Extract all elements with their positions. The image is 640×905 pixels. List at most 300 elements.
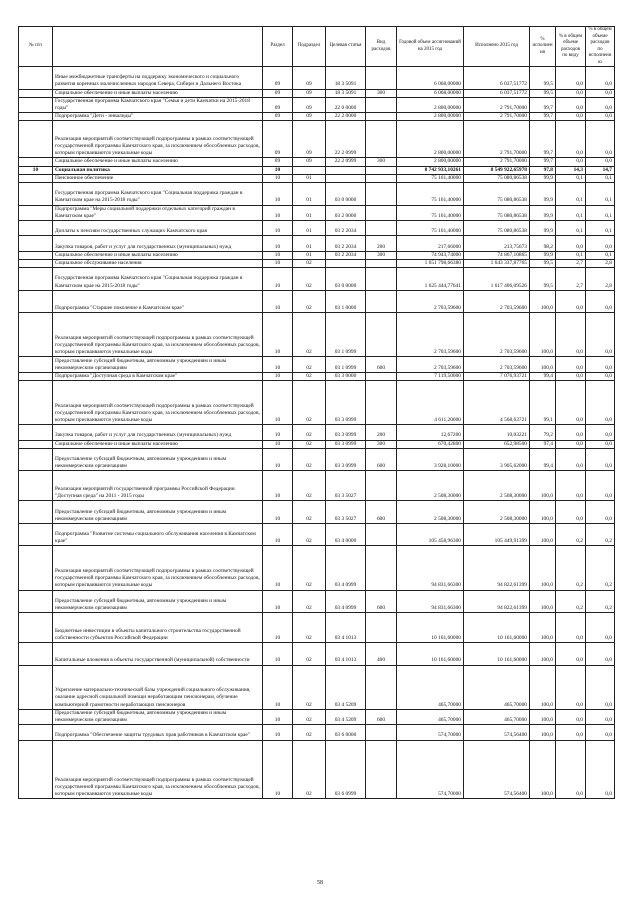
- header-share-2: % в общем объеме расходов по исполнению: [586, 27, 615, 67]
- cell-razdel: 10: [263, 357, 293, 372]
- cell-razdel: 10: [263, 590, 293, 613]
- cell-razdel: 10: [263, 268, 293, 291]
- cell-tselevaya: 22 2 0999: [326, 158, 366, 166]
- cell-pct: 100,0: [530, 501, 556, 524]
- cell-num: [19, 381, 53, 425]
- cell-tselevaya: 03 6 0000: [326, 725, 366, 740]
- cell-tselevaya: 03 2 2034: [326, 220, 366, 235]
- cell-podrazdel: 01: [293, 182, 326, 205]
- cell-share-1: 0,0: [556, 381, 586, 425]
- table-row: [19, 205, 615, 220]
- cell-podrazdel: 02: [293, 613, 326, 643]
- table-row: [19, 372, 615, 380]
- cell-razdel: 09: [263, 97, 293, 112]
- cell-share-2: 14,7: [586, 166, 615, 174]
- cell-tselevaya: 22 0 0000: [326, 97, 366, 112]
- table-body: [19, 67, 615, 799]
- cell-num: [19, 89, 53, 97]
- cell-name: Бюджетные инвестиции в объекты капитального строительства государственной собственности субъектов Российской Федерации: [53, 613, 263, 643]
- cell-share-1: 0,1: [556, 220, 586, 235]
- cell-share-1: 2,7: [556, 268, 586, 291]
- cell-podrazdel: 02: [293, 372, 326, 380]
- table-row: [19, 67, 615, 90]
- cell-share-2: 0,0: [586, 448, 615, 471]
- cell-podrazdel: 01: [293, 205, 326, 220]
- cell-vid: [366, 665, 397, 709]
- cell-vid: [366, 259, 397, 267]
- cell-vid: 300: [366, 89, 397, 97]
- cell-fact: 1 643 337,87765: [464, 259, 530, 267]
- cell-razdel: 10: [263, 709, 293, 724]
- cell-share-2: 0,0: [586, 357, 615, 372]
- cell-name: Предоставление субсидий бюджетным, автономным учреждениям и иным некоммерческим организациям: [53, 448, 263, 471]
- cell-num: [19, 205, 53, 220]
- cell-pct: 99,9: [530, 251, 556, 259]
- cell-podrazdel: 02: [293, 590, 326, 613]
- cell-fact: 94 822,61399: [464, 546, 530, 590]
- cell-share-1: 0,0: [556, 425, 586, 440]
- cell-share-1: 0,0: [556, 725, 586, 740]
- cell-share-2: 0,0: [586, 313, 615, 357]
- cell-podrazdel: 02: [293, 501, 326, 524]
- cell-razdel: 10: [263, 613, 293, 643]
- cell-vid: 600: [366, 448, 397, 471]
- cell-pct: 99,7: [530, 97, 556, 112]
- cell-tselevaya: 03 1 0000: [326, 290, 366, 313]
- cell-razdel: 10: [263, 471, 293, 501]
- cell-podrazdel: 09: [293, 97, 326, 112]
- cell-fact: 10,03221: [464, 425, 530, 440]
- cell-razdel: 10: [263, 381, 293, 425]
- cell-share-2: 0,0: [586, 158, 615, 166]
- cell-plan: 75 161,40000: [397, 174, 464, 182]
- cell-podrazdel: 02: [293, 471, 326, 501]
- cell-vid: [366, 67, 397, 90]
- cell-tselevaya: 03 1 0999: [326, 313, 366, 357]
- cell-pct: 100,0: [530, 709, 556, 724]
- cell-pct: 100,0: [530, 313, 556, 357]
- cell-podrazdel: 02: [293, 259, 326, 267]
- cell-num: [19, 236, 53, 251]
- cell-share-2: 2,8: [586, 259, 615, 267]
- cell-name: Предоставление субсидий бюджетным, автономным учреждениям и иным некоммерческим организациям: [53, 501, 263, 524]
- cell-tselevaya: [326, 174, 366, 182]
- cell-share-1: 0,1: [556, 174, 586, 182]
- cell-fact: 2 791,70000: [464, 113, 530, 121]
- cell-tselevaya: 03 3 0999: [326, 448, 366, 471]
- cell-podrazdel: 01: [293, 236, 326, 251]
- table-row: [19, 220, 615, 235]
- cell-share-1: 0,0: [556, 113, 586, 121]
- cell-plan: 465,70000: [397, 665, 464, 709]
- cell-razdel: 10: [263, 313, 293, 357]
- cell-pct: 99,7: [530, 113, 556, 121]
- table-row: [19, 357, 615, 372]
- cell-plan: 574,70000: [397, 740, 464, 799]
- cell-share-1: 0,0: [556, 89, 586, 97]
- cell-name: Государственная программа Камчатского края "Социальная поддержка граждан в Камчатском крае на 2015-2018 годы": [53, 268, 263, 291]
- cell-num: [19, 268, 53, 291]
- cell-name: Социальное обеспечение и иные выплаты населению: [53, 440, 263, 448]
- cell-tselevaya: 03 3 0999: [326, 440, 366, 448]
- cell-share-1: 0,2: [556, 523, 586, 546]
- table-row: [19, 740, 615, 799]
- cell-share-1: 0,0: [556, 67, 586, 90]
- cell-tselevaya: 03 3 5027: [326, 471, 366, 501]
- cell-fact: 652,98500: [464, 440, 530, 448]
- cell-fact: 75 080,86538: [464, 205, 530, 220]
- cell-name: Иные межбюджетные трансферты на поддержку экономического и социального развития коренных малочисленных народов Севера, Сибири и Дальнего Востока: [53, 67, 263, 90]
- cell-name: Подпрограмма "Старшее поколение в Камчатском крае": [53, 290, 263, 313]
- cell-vid: 600: [366, 709, 397, 724]
- cell-razdel: 09: [263, 113, 293, 121]
- cell-name: Укрепление материально-технической базы учреждений социального обслуживания, оказание адресной социальной помощи неработающим пенсионерам, обучение компьютерной грамотности неработающих пенсионеров: [53, 665, 263, 709]
- cell-podrazdel: 09: [293, 121, 326, 158]
- cell-plan: 1 625 444,77641: [397, 268, 464, 291]
- table-row: [19, 471, 615, 501]
- cell-razdel: 09: [263, 158, 293, 166]
- cell-podrazdel: 02: [293, 725, 326, 740]
- cell-fact: 75 080,86538: [464, 220, 530, 235]
- cell-plan: 2 703,59600: [397, 313, 464, 357]
- cell-vid: [366, 290, 397, 313]
- cell-num: [19, 372, 53, 380]
- cell-vid: 300: [366, 251, 397, 259]
- cell-name: Реализация мероприятий соответствующей подпрограммы в рамках соответствующей государственной программы Камчатского края, за исключением обособленных расходов, которым присваиваются уникальные коды: [53, 121, 263, 158]
- cell-fact: 3 905,62000: [464, 448, 530, 471]
- cell-name: Реализация мероприятий соответствующей подпрограммы в рамках соответствующей государственной программы Камчатского края, за исключением обособленных расходов, которым присваиваются уникальные коды: [53, 740, 263, 799]
- cell-name: Подпрограмма "Развитие системы социального обслуживания населения в Камчатском крае": [53, 523, 263, 546]
- cell-share-2: 0,0: [586, 642, 615, 665]
- cell-share-1: 0,0: [556, 158, 586, 166]
- table-row: [19, 89, 615, 97]
- cell-podrazdel: 02: [293, 709, 326, 724]
- cell-pct: 99,9: [530, 182, 556, 205]
- cell-num: [19, 182, 53, 205]
- cell-share-1: 0,0: [556, 709, 586, 724]
- cell-vid: [366, 97, 397, 112]
- cell-tselevaya: 03 2 0000: [326, 205, 366, 220]
- cell-podrazdel: 02: [293, 313, 326, 357]
- cell-plan: 3 928,10000: [397, 448, 464, 471]
- cell-num: [19, 121, 53, 158]
- table-row: [19, 290, 615, 313]
- cell-vid: [366, 121, 397, 158]
- cell-vid: [366, 113, 397, 121]
- table-row: [19, 642, 615, 665]
- cell-plan: 2 703,59600: [397, 357, 464, 372]
- cell-fact: 75 080,86538: [464, 182, 530, 205]
- cell-pct: 79,2: [530, 425, 556, 440]
- cell-podrazdel: 09: [293, 89, 326, 97]
- cell-num: [19, 725, 53, 740]
- cell-tselevaya: 22 2 0999: [326, 121, 366, 158]
- cell-share-1: 0,1: [556, 251, 586, 259]
- page-number: 58: [317, 880, 323, 886]
- cell-plan: 574,70000: [397, 725, 464, 740]
- header-share-1: % в общем объеме расходов по виду: [556, 27, 586, 67]
- cell-plan: 1 651 798,66380: [397, 259, 464, 267]
- cell-num: 10: [19, 166, 53, 174]
- cell-pct: 99,5: [530, 89, 556, 97]
- header-tselevaya: Целевая статья: [326, 27, 366, 67]
- cell-razdel: 10: [263, 205, 293, 220]
- cell-num: [19, 259, 53, 267]
- cell-podrazdel: 02: [293, 740, 326, 799]
- cell-pct: 99,9: [530, 220, 556, 235]
- cell-num: [19, 440, 53, 448]
- cell-podrazdel: 02: [293, 665, 326, 709]
- cell-pct: 100,0: [530, 546, 556, 590]
- cell-share-1: 0,0: [556, 448, 586, 471]
- cell-plan: 217,66000: [397, 236, 464, 251]
- cell-plan: 75 161,40000: [397, 182, 464, 205]
- cell-pct: 100,0: [530, 642, 556, 665]
- cell-name: Государственная программа Камчатского края "Социальная поддержка граждан в Камчатском крае на 2015-2018 годы": [53, 182, 263, 205]
- cell-share-2: 0,0: [586, 113, 615, 121]
- cell-share-1: 0,0: [556, 642, 586, 665]
- header-razdel: Раздел: [263, 27, 293, 67]
- table-row: [19, 501, 615, 524]
- table-row: [19, 251, 615, 259]
- cell-share-2: 0,1: [586, 205, 615, 220]
- header-vid: Вид расходов: [366, 27, 397, 67]
- cell-plan: 2 508,30000: [397, 501, 464, 524]
- cell-tselevaya: 22 2 0000: [326, 113, 366, 121]
- cell-name: Социальная политика: [53, 166, 263, 174]
- cell-razdel: 09: [263, 89, 293, 97]
- cell-share-2: 0,0: [586, 290, 615, 313]
- table-row: [19, 121, 615, 158]
- cell-vid: [366, 471, 397, 501]
- cell-podrazdel: 02: [293, 642, 326, 665]
- cell-share-2: 0,0: [586, 236, 615, 251]
- cell-podrazdel: 02: [293, 546, 326, 590]
- cell-razdel: 10: [263, 182, 293, 205]
- cell-vid: [366, 268, 397, 291]
- table-row: [19, 381, 615, 425]
- cell-pct: 97,8: [530, 166, 556, 174]
- table-row: [19, 259, 615, 267]
- cell-share-2: 0,0: [586, 725, 615, 740]
- table-row: [19, 440, 615, 448]
- cell-name: Реализация мероприятий соответствующей подпрограммы в рамках соответствующей государственной программы Камчатского края, за исключением обособленных расходов, которым присваиваются уникальные коды: [53, 546, 263, 590]
- cell-name: Предоставление субсидий бюджетным, автономным учреждениям и иным некоммерческим организациям: [53, 709, 263, 724]
- table-row: [19, 174, 615, 182]
- cell-name: Предоставление субсидий бюджетным, автономным учреждениям и иным некоммерческим организациям: [53, 590, 263, 613]
- table-row: [19, 113, 615, 121]
- cell-share-2: 0,2: [586, 546, 615, 590]
- table-row: [19, 613, 615, 643]
- header-fact: Исполнено 2015 год: [464, 27, 530, 67]
- table-row: [19, 523, 615, 546]
- cell-share-2: 0,2: [586, 590, 615, 613]
- cell-plan: 75 161,40000: [397, 220, 464, 235]
- cell-pct: 98,2: [530, 236, 556, 251]
- cell-name: Реализация мероприятий соответствующей подпрограммы в рамках соответствующей государственной программы Камчатского края, за исключением обособленных расходов, которым присваиваются уникальные коды: [53, 381, 263, 425]
- cell-share-1: 0,0: [556, 121, 586, 158]
- cell-fact: 10 161,60000: [464, 613, 530, 643]
- table-row: [19, 425, 615, 440]
- cell-share-2: 0,0: [586, 381, 615, 425]
- cell-razdel: 10: [263, 501, 293, 524]
- cell-vid: 400: [366, 642, 397, 665]
- cell-pct: 99,1: [530, 381, 556, 425]
- cell-plan: 8 742 933,10261: [397, 166, 464, 174]
- cell-plan: 10 161,60000: [397, 642, 464, 665]
- cell-plan: 465,70000: [397, 709, 464, 724]
- cell-vid: 200: [366, 425, 397, 440]
- cell-pct: 100,0: [530, 740, 556, 799]
- cell-num: [19, 665, 53, 709]
- cell-vid: [366, 220, 397, 235]
- cell-fact: 2 791,70000: [464, 158, 530, 166]
- cell-tselevaya: 03 4 0999: [326, 546, 366, 590]
- cell-share-2: 0,0: [586, 613, 615, 643]
- cell-plan: 2 800,00000: [397, 158, 464, 166]
- cell-razdel: 10: [263, 546, 293, 590]
- header-name: [53, 27, 263, 67]
- cell-vid: [366, 725, 397, 740]
- cell-podrazdel: 02: [293, 268, 326, 291]
- cell-razdel: 10: [263, 259, 293, 267]
- cell-vid: [366, 205, 397, 220]
- cell-share-1: 0,0: [556, 236, 586, 251]
- cell-plan: 6 068,00000: [397, 67, 464, 90]
- cell-plan: 10 161,60000: [397, 613, 464, 643]
- cell-fact: 1 617 406,09526: [464, 268, 530, 291]
- cell-pct: 99,5: [530, 259, 556, 267]
- cell-share-2: 0,1: [586, 251, 615, 259]
- cell-name: Реализация мероприятий соответствующей подпрограммы в рамках соответствующей государственной программы Камчатского края, за исключением обособленных расходов, которым присваиваются уникальные коды: [53, 313, 263, 357]
- cell-name: Социальное обеспечение и иные выплаты населению: [53, 251, 263, 259]
- cell-razdel: 10: [263, 290, 293, 313]
- cell-plan: 2 703,59600: [397, 290, 464, 313]
- cell-vid: 600: [366, 590, 397, 613]
- cell-share-2: 0,0: [586, 372, 615, 380]
- cell-plan: 2 800,00000: [397, 121, 464, 158]
- cell-pct: 100,0: [530, 613, 556, 643]
- cell-pct: 100,0: [530, 357, 556, 372]
- cell-share-2: 0,0: [586, 501, 615, 524]
- cell-tselevaya: 03 2 2034: [326, 251, 366, 259]
- cell-num: [19, 448, 53, 471]
- table-row: [19, 665, 615, 709]
- cell-share-2: 0,0: [586, 97, 615, 112]
- cell-name: Социальное обеспечение и иные выплаты населению: [53, 158, 263, 166]
- cell-num: [19, 357, 53, 372]
- cell-fact: 10 161,60000: [464, 642, 530, 665]
- cell-plan: 94 831,66300: [397, 590, 464, 613]
- cell-name: Социальное обслуживание населения: [53, 259, 263, 267]
- cell-vid: [366, 182, 397, 205]
- cell-razdel: 10: [263, 220, 293, 235]
- header-plan: Годовой объем ассигнований на 2015 год: [397, 27, 464, 67]
- cell-pct: 100,0: [530, 471, 556, 501]
- cell-fact: 8 549 922,65978: [464, 166, 530, 174]
- cell-num: [19, 740, 53, 799]
- cell-num: [19, 113, 53, 121]
- cell-tselevaya: 03 4 5209: [326, 665, 366, 709]
- table-header-row: [19, 27, 615, 67]
- cell-share-1: 0,2: [556, 546, 586, 590]
- cell-razdel: 10: [263, 425, 293, 440]
- cell-share-1: 0,0: [556, 613, 586, 643]
- cell-num: [19, 158, 53, 166]
- cell-share-2: 0,1: [586, 182, 615, 205]
- cell-name: Подпрограмма "Доступная среда в Камчатском крае": [53, 372, 263, 380]
- table-row: [19, 97, 615, 112]
- cell-razdel: 10: [263, 642, 293, 665]
- cell-podrazdel: 02: [293, 440, 326, 448]
- cell-plan: 74 943,74000: [397, 251, 464, 259]
- cell-name: Подпрограмма "Дети - инвалиды": [53, 113, 263, 121]
- cell-tselevaya: 18 3 5091: [326, 89, 366, 97]
- cell-share-1: 0,1: [556, 205, 586, 220]
- cell-razdel: 10: [263, 440, 293, 448]
- cell-share-1: 0,2: [556, 590, 586, 613]
- cell-razdel: 10: [263, 236, 293, 251]
- cell-share-1: 0,0: [556, 290, 586, 313]
- cell-fact: 7 076,93721: [464, 372, 530, 380]
- cell-pct: 99,7: [530, 121, 556, 158]
- cell-pct: 100,0: [530, 590, 556, 613]
- cell-tselevaya: 03 3 0999: [326, 425, 366, 440]
- cell-tselevaya: 03 2 2034: [326, 236, 366, 251]
- cell-num: [19, 251, 53, 259]
- cell-share-2: 0,0: [586, 471, 615, 501]
- table-row: [19, 725, 615, 740]
- cell-fact: 105 449,91399: [464, 523, 530, 546]
- cell-num: [19, 313, 53, 357]
- cell-vid: 600: [366, 357, 397, 372]
- cell-tselevaya: 03 3 0000: [326, 372, 366, 380]
- cell-fact: 213,75673: [464, 236, 530, 251]
- cell-fact: 574,56400: [464, 740, 530, 799]
- cell-plan: 75 161,40000: [397, 205, 464, 220]
- cell-tselevaya: 03 4 1013: [326, 642, 366, 665]
- table-row: [19, 546, 615, 590]
- cell-vid: 300: [366, 440, 397, 448]
- cell-num: [19, 590, 53, 613]
- cell-pct: 99,9: [530, 205, 556, 220]
- cell-share-1: 0,0: [556, 471, 586, 501]
- cell-fact: 74 867,10865: [464, 251, 530, 259]
- cell-pct: 99,4: [530, 448, 556, 471]
- cell-pct: 100,0: [530, 523, 556, 546]
- cell-pct: 99,4: [530, 372, 556, 380]
- cell-podrazdel: 02: [293, 290, 326, 313]
- cell-tselevaya: 03 4 5209: [326, 709, 366, 724]
- cell-share-2: 0,0: [586, 709, 615, 724]
- cell-pct: 99,5: [530, 268, 556, 291]
- table-row: [19, 236, 615, 251]
- cell-num: [19, 67, 53, 90]
- cell-fact: 465,70000: [464, 665, 530, 709]
- table-row: [19, 158, 615, 166]
- cell-fact: 75 080,86538: [464, 174, 530, 182]
- cell-podrazdel: 01: [293, 220, 326, 235]
- cell-podrazdel: 02: [293, 425, 326, 440]
- cell-fact: 6 037,51772: [464, 67, 530, 90]
- cell-plan: 94 831,66300: [397, 546, 464, 590]
- cell-tselevaya: 03 3 5027: [326, 501, 366, 524]
- cell-name: Реализация мероприятий государственной программы Российской Федерации "Доступная среда" на 2011 - 2015 годы: [53, 471, 263, 501]
- cell-pct: 99,5: [530, 67, 556, 90]
- cell-pct: 100,0: [530, 290, 556, 313]
- cell-name: Подпрограмма "Меры социальной поддержки отдельных категорий граждан в Камчатском крае": [53, 205, 263, 220]
- cell-share-2: 0,1: [586, 174, 615, 182]
